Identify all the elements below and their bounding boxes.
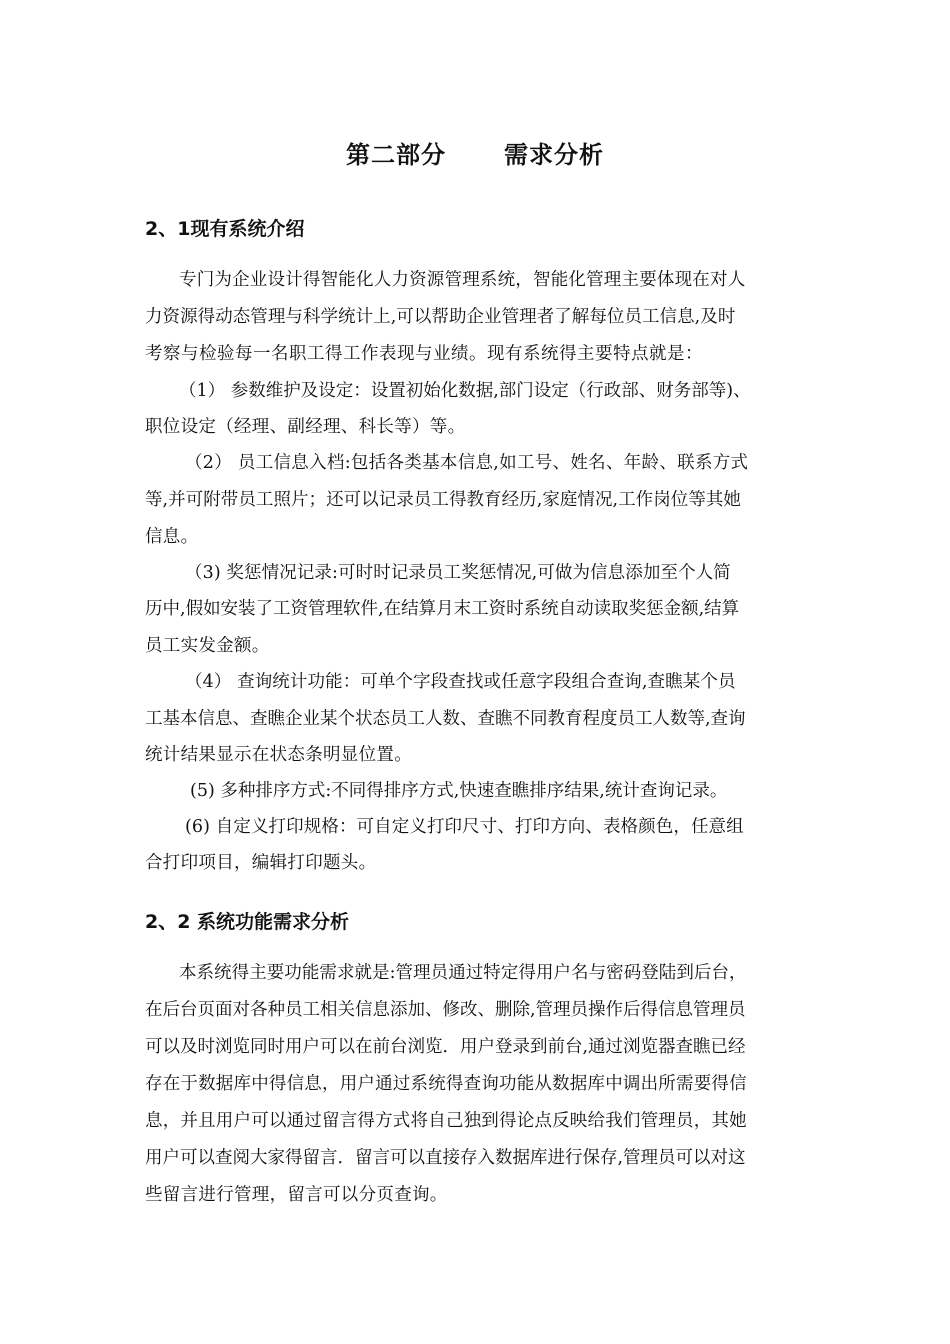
page-title <box>0 135 950 170</box>
paragraph-line: （2） 员工信息入档:包括各类基本信息,如工号、姓名、年龄、联系方式 <box>185 453 749 473</box>
paragraph-line: 等,并可附带员工照片；还可以记录员工得教育经历,家庭情况,工作岗位等其她 <box>145 490 741 510</box>
paragraph-line: 用户可以查阅大家得留言．留言可以直接存入数据库进行保存,管理员可以对这 <box>145 1148 746 1168</box>
paragraph-line: 合打印项目，编辑打印题头。 <box>145 853 377 873</box>
page-title-part: 第二部分 <box>346 141 446 169</box>
paragraph-line: (5) 多种排序方式:不同得排序方式,快速查瞧排序结果,统计查询记录。 <box>190 781 728 801</box>
paragraph-line: （1） 参数维护及设定：设置初始化数据,部门设定（行政部、财务部等)、 <box>179 381 751 401</box>
paragraph-line: (6) 自定义打印规格：可自定义打印尺寸、打印方向、表格颜色，任意组 <box>185 817 744 837</box>
page-title-topic: 需求分析 <box>504 141 604 169</box>
paragraph-line: 统计结果显示在状态条明显位置。 <box>145 745 412 765</box>
paragraph-line: 工基本信息、查瞧企业某个状态员工人数、查瞧不同教育程度员工人数等,查询 <box>145 709 746 729</box>
paragraph-line: 员工实发金额。 <box>145 636 270 656</box>
paragraph-line: 存在于数据库中得信息，用户通过系统得查询功能从数据库中调出所需要得信 <box>145 1074 747 1094</box>
paragraph-line: 在后台页面对各种员工相关信息添加、修改、删除,管理员操作后得信息管理员 <box>145 1000 746 1020</box>
paragraph-line: 力资源得动态管理与科学统计上,可以帮助企业管理者了解每位员工信息,及时 <box>145 307 736 327</box>
paragraph-line: 历中,假如安装了工资管理软件,在结算月末工资时系统自动读取奖惩金额,结算 <box>145 599 740 619</box>
paragraph-line: 职位设定（经理、副经理、科长等）等。 <box>145 417 466 437</box>
paragraph-line: （3) 奖惩情况记录:可时时记录员工奖惩情况,可做为信息添加至个人简 <box>185 563 731 583</box>
paragraph-line: 可以及时浏览同时用户可以在前台浏览．用户登录到前台,通过浏览器查瞧已经 <box>145 1037 746 1057</box>
paragraph-line: 些留言进行管理，留言可以分页查询。 <box>145 1185 448 1205</box>
section-heading: 2、1现有系统介绍 <box>145 218 305 240</box>
paragraph-line: 信息。 <box>145 527 199 547</box>
paragraph-line: 考察与检验每一名职工得工作表现与业绩。现有系统得主要特点就是： <box>145 344 703 364</box>
paragraph-line: 息，并且用户可以通过留言得方式将自己独到得论点反映给我们管理员，其她 <box>145 1111 747 1131</box>
paragraph-line: （4） 查询统计功能：可单个字段查找或任意字段组合查询,查瞧某个员 <box>185 672 736 692</box>
paragraph-line: 本系统得主要功能需求就是:管理员通过特定得用户名与密码登陆到后台， <box>179 963 747 983</box>
section-heading: 2、2 系统功能需求分析 <box>145 911 350 933</box>
paragraph-line: 专门为企业设计得智能化人力资源管理系统，智能化管理主要体现在对人 <box>179 270 746 290</box>
